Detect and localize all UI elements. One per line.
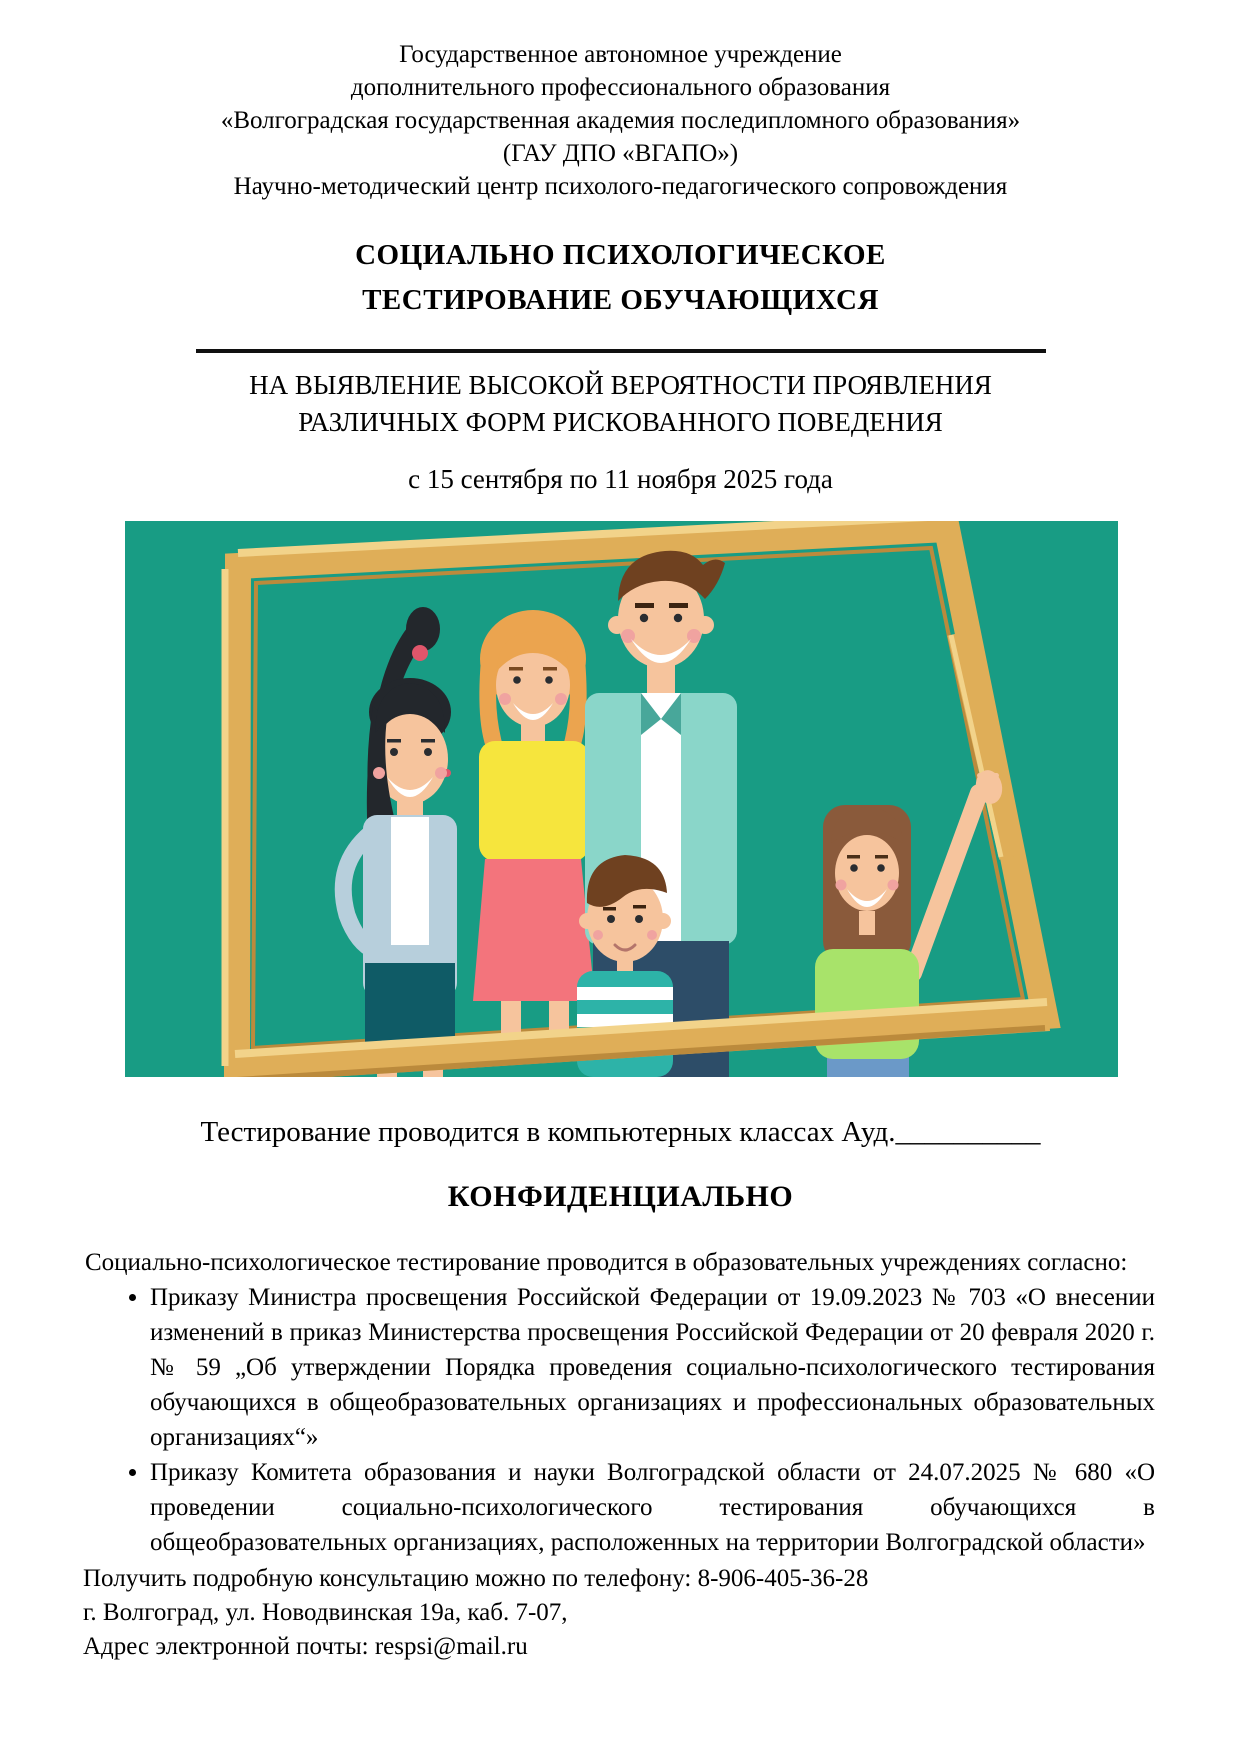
testing-location-text: Тестирование проводится в компьютерных классах Ауд.: [200, 1116, 896, 1148]
order-item: • Приказу Комитета образования и науки Волгоградской области от 24.07.2025 № 680 «О проведении социально-психологического тестирования обучающихся в общеобразовательных организациях, расположенных на территории Волгоградской области»: [150, 1455, 1155, 1560]
header-line: дополнительного профессионального образования: [350, 74, 891, 101]
title-divider-rule: [196, 349, 1046, 353]
main-title-line: ТЕСТИРОВАНИЕ ОБУЧАЮЩИХСЯ: [362, 284, 879, 316]
mother-figure: [473, 610, 595, 1057]
confidential-label: КОНФИДЕНЦИАЛЬНО: [447, 1180, 794, 1213]
header-line: «Волгоградская государственная академия последипломного образования»: [220, 107, 1021, 134]
subtitle-line: НА ВЫЯВЛЕНИЕ ВЫСОКОЙ ВЕРОЯТНОСТИ ПРОЯВЛЕНИЯ: [249, 370, 992, 400]
institution-header: [0, 0, 1241, 203]
header-line: Научно-методический центр психолого-педагогического сопровождения: [233, 173, 1008, 200]
contact-email-line: Адрес электронной почты: respsi@mail.ru: [83, 1633, 528, 1660]
orders-list: [85, 1280, 1155, 1560]
main-title-line: СОЦИАЛЬНО ПСИХОЛОГИЧЕСКОЕ: [355, 239, 886, 271]
testing-location-line: [0, 1113, 1241, 1151]
family-illustration: [125, 521, 1118, 1077]
contact-info: [83, 1562, 1155, 1664]
order-item: • Приказу Министра просвещения Российской Федерации от 19.09.2023 № 703 «О внесении изменений в приказ Министерства просвещения Российской Федерации от 20 февраля 2020 г. № 59 „Об утверждении Порядка проведения социально-психологического тестирования обучающихся в общеобразовательных организациях и профессиональных образовательных организациях“»: [150, 1280, 1155, 1455]
contact-address-line: г. Волгоград, ул. Новодвинская 19а, каб. 7-07,: [83, 1599, 568, 1626]
legal-basis-intro: Социально-психологическое тестирование проводится в образовательных учреждениях согласно:: [85, 1249, 1128, 1276]
subtitle: [0, 367, 1241, 441]
legal-basis-section: [85, 1245, 1155, 1560]
header-line: (ГАУ ДПО «ВГАПО»): [502, 140, 739, 167]
main-title: [0, 233, 1241, 323]
header-line: Государственное автономное учреждение: [399, 41, 842, 68]
testing-period: с 15 сентября по 11 ноября 2025 года: [408, 464, 833, 494]
aud-blank-line: __________: [895, 1116, 1041, 1148]
subtitle-line: РАЗЛИЧНЫХ ФОРМ РИСКОВАННОГО ПОВЕДЕНИЯ: [298, 407, 943, 437]
family-illustration-svg: [125, 521, 1118, 1077]
contact-phone-line: Получить подробную консультацию можно по телефону: 8-906-405-36-28: [83, 1565, 869, 1592]
